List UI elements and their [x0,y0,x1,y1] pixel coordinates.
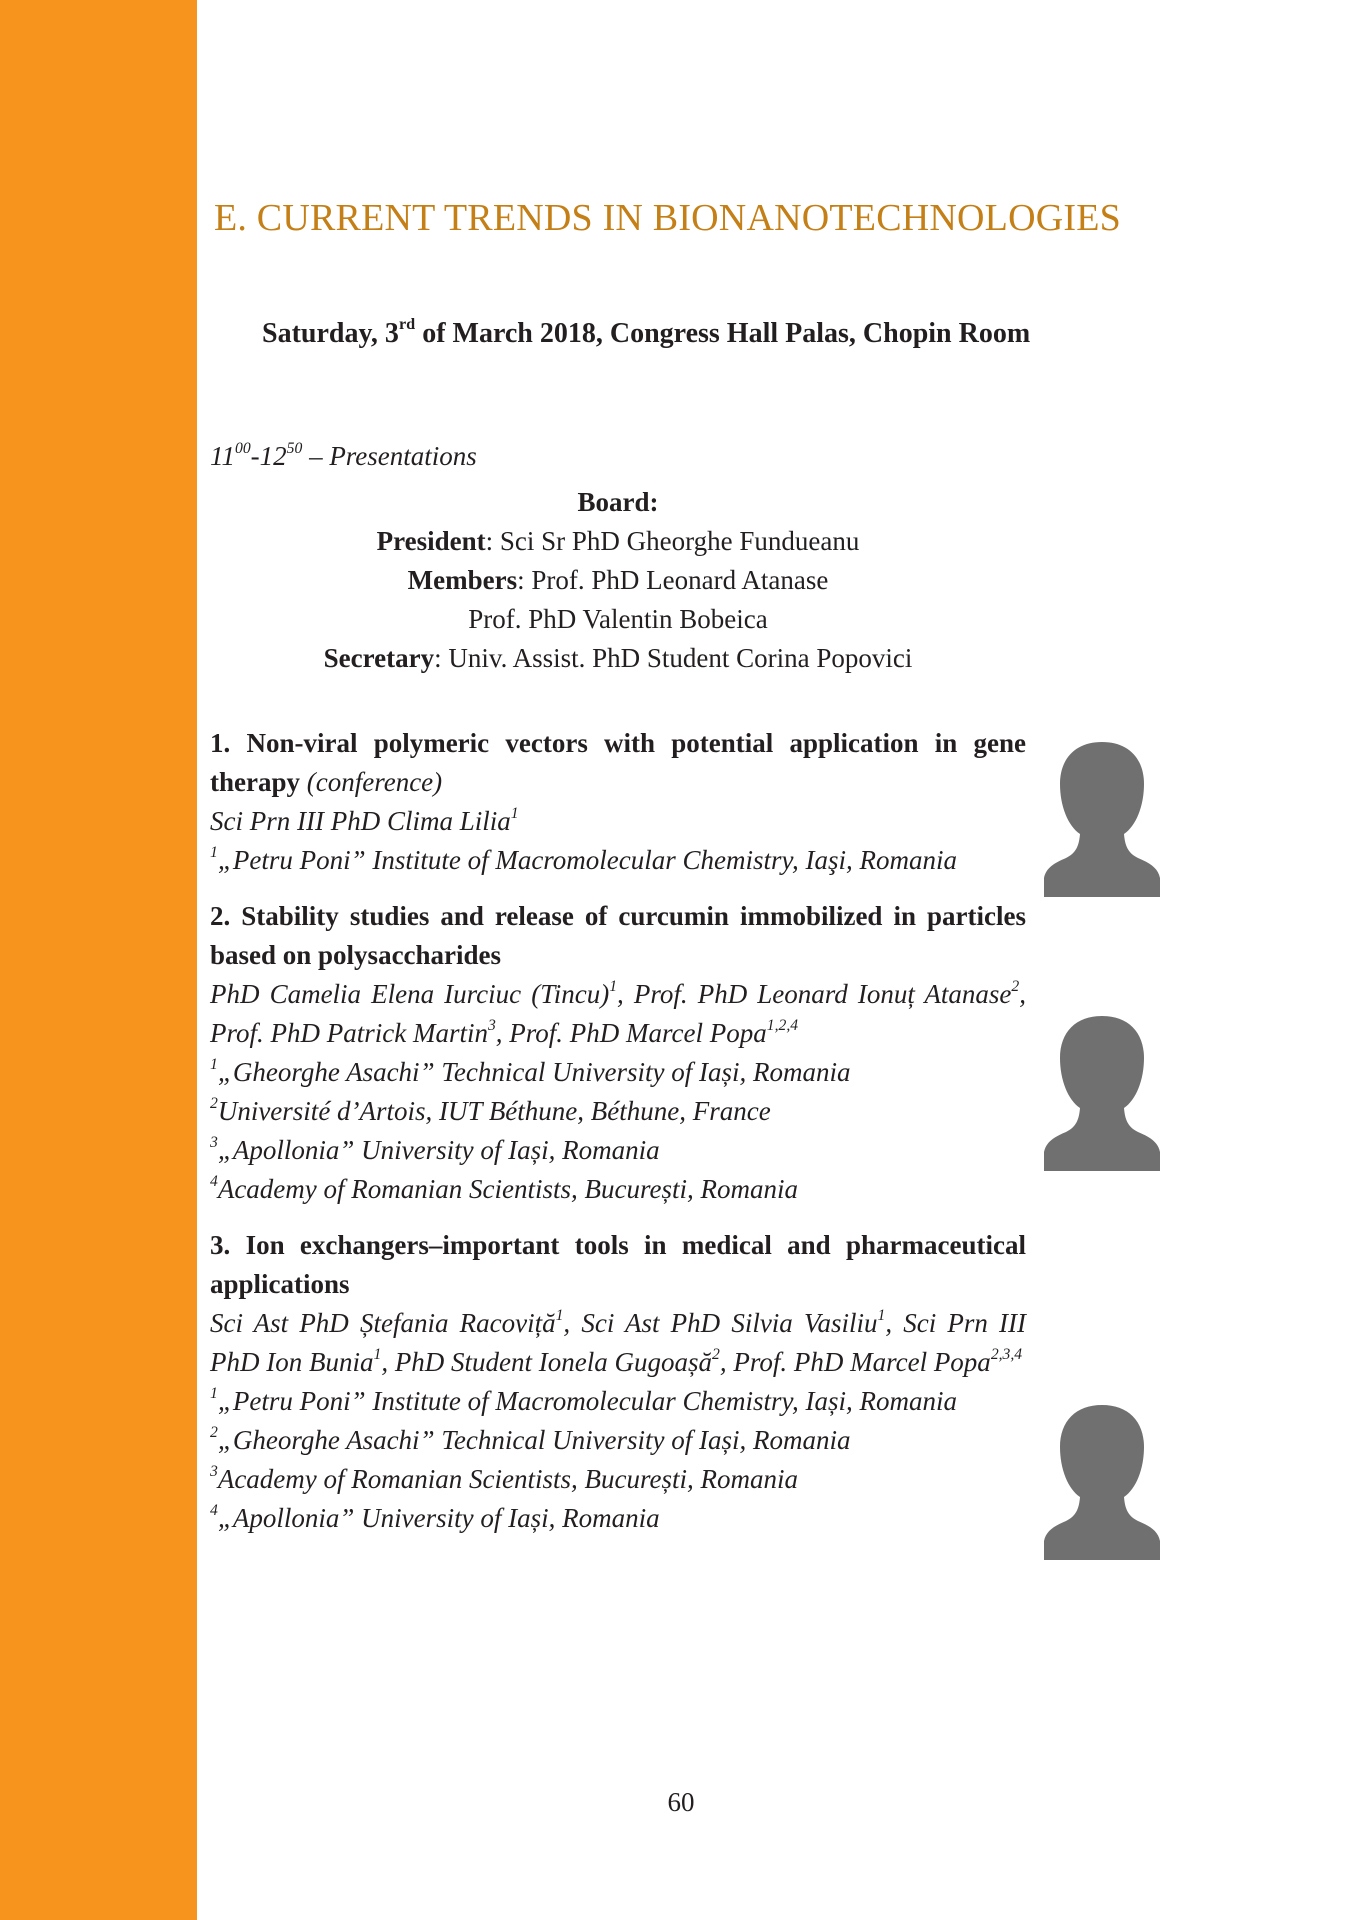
affiliation: $^2$„Gheorghe Asachi” Technical University of Iași, Romania [210,1423,851,1455]
presentation-item [210,724,1026,880]
orange-side-bar [0,0,197,1920]
affiliation: $^1$„Petru Poni” Institute of Macromolecular Chemistry, Iași, Romania [210,1384,958,1416]
affiliation: $^4$„Apollonia” University of Iași, Romania [210,1501,660,1533]
presentation-list [210,724,1026,1538]
presentation-item [210,897,1026,1209]
section-title: E. CURRENT TRENDS IN BIONANOTECHNOLOGIES [214,197,1121,239]
presentation-title: 1. Non-viral polymeric vectors with potential application in gene therapy (conference) [210,728,1026,797]
presentation-authors: Sci Ast PhD Ștefania Racoviță$^1$, Sci Ast PhD Silvia Vasiliu$^1$, Sci Prn III PhD Ion Bunia$^1$, PhD Student Ionela Gugoașă$^2$, Prof. PhD Marcel Popa$^{2,3,4}$ [210,1306,1027,1377]
affiliation: $^2$Université d’Artois, IUT Béthune, Béthune, France [210,1094,771,1126]
session-info: Saturday, 3rd of March 2018, Congress Hall Palas, Chopin Room [262,315,1031,349]
board-heading: Board: [577,487,659,517]
presentation-item [210,1226,1026,1538]
presentation-authors: PhD Camelia Elena Iurciuc (Tincu)$^1$, Prof. PhD Leonard Ionuț Atanase$^2$, Prof. PhD Patrick Martin$^3$, Prof. PhD Marcel Popa$^{1,2,4}$ [210,977,1026,1048]
presentation-type: (conference) [306,767,443,797]
affiliation: $^1$„Gheorghe Asachi” Technical University of Iași, Romania [210,1055,851,1087]
session-time: $11^{00}-12^{50}$ – Presentations [210,439,477,471]
presentation-title: 3. Ion exchangers–important tools in medical and pharmaceutical applications [210,1230,1026,1299]
avatar-placeholder-icon [1044,1403,1160,1560]
affiliation: $^1$„Petru Poni” Institute of Macromolecular Chemistry, Iaşi, Romania [210,843,958,875]
board-secretary: Secretary: Univ. Assist. PhD Student Corina Popovici [323,643,913,673]
affiliation: $^4$Academy of Romanian Scientists, București, Romania [210,1172,798,1204]
board-block [210,483,1026,678]
avatar-placeholder-icon [1044,740,1160,897]
board-members: Members: Prof. PhD Leonard Atanase [407,565,829,595]
presentation-title: 2. Stability studies and release of curcumin immobilized in particles based on polysaccharides [210,901,1026,970]
avatar-placeholder-icon [1044,1014,1160,1171]
board-president: President: Sci Sr PhD Gheorghe Fundueanu [376,526,860,556]
affiliation: $^3$Academy of Romanian Scientists, București, Romania [210,1462,798,1494]
board-member-2: Prof. PhD Valentin Bobeica [468,604,768,634]
presentation-authors: Sci Prn III PhD Clima Lilia$^1$ [210,804,519,836]
page-number: 60 [667,1787,695,1817]
affiliation: $^3$„Apollonia” University of Iași, Romania [210,1133,660,1165]
